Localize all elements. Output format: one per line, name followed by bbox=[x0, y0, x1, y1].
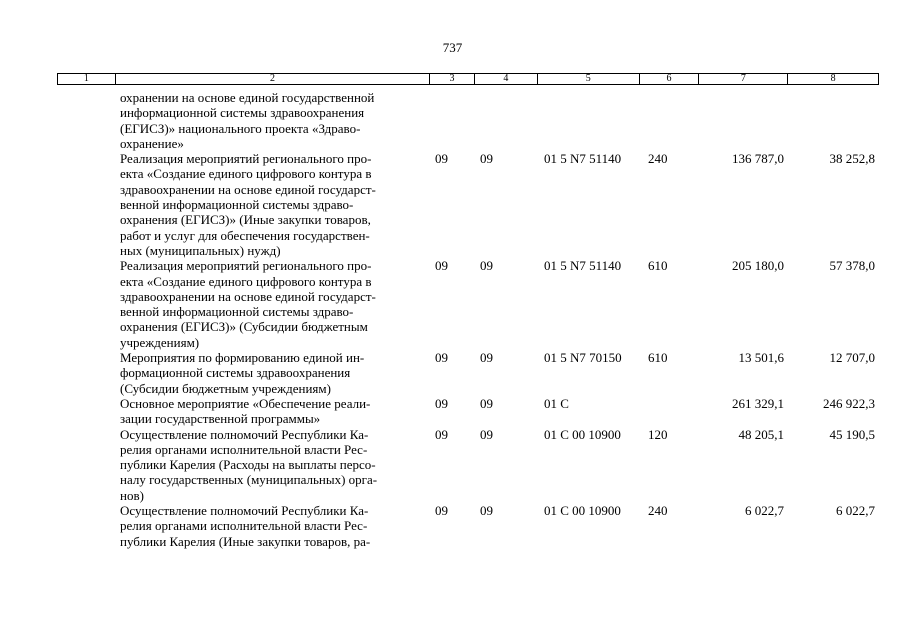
description-line: формационной системы здравоохранения bbox=[120, 365, 351, 381]
description-line: охранение» bbox=[120, 135, 184, 151]
description-line: налу государственных (муниципальных) орга- bbox=[120, 472, 378, 488]
description-line: Основное мероприятие «Обеспечение реали- bbox=[120, 395, 371, 411]
section-code: 09 bbox=[435, 151, 448, 167]
header-col-7: 7 bbox=[699, 74, 788, 84]
table-body bbox=[0, 90, 905, 549]
target-article: 01 С bbox=[544, 395, 569, 411]
description-line: учреждениям) bbox=[120, 334, 200, 350]
description-line: охранения (ЕГИСЗ)» (Субсидии бюджетным bbox=[120, 319, 368, 335]
description-line: релия органами исполнительной власти Рес- bbox=[120, 441, 368, 457]
table-row bbox=[0, 90, 905, 151]
description-line: здравоохранении на основе единой государст- bbox=[120, 288, 376, 304]
target-article: 01 С 00 10900 bbox=[544, 426, 621, 442]
subsection-code: 09 bbox=[480, 151, 493, 167]
table-row bbox=[0, 396, 905, 427]
description-line: публики Карелия (Иные закупки товаров, ра- bbox=[120, 533, 371, 549]
amount-col-8: 246 922,3 bbox=[823, 395, 875, 411]
amount-col-7: 261 329,1 bbox=[732, 395, 784, 411]
expense-type: 610 bbox=[648, 258, 668, 274]
expense-type: 610 bbox=[648, 350, 668, 366]
amount-col-7: 13 501,6 bbox=[738, 350, 784, 366]
description-line: работ и услуг для обеспечения государствен- bbox=[120, 227, 370, 243]
row-description bbox=[120, 427, 420, 503]
description-line: релия органами исполнительной власти Рес- bbox=[120, 518, 368, 534]
description-line: здравоохранении на основе единой государст- bbox=[120, 181, 376, 197]
description-line: нов) bbox=[120, 487, 144, 503]
table-row bbox=[0, 503, 905, 549]
amount-col-8: 12 707,0 bbox=[829, 350, 875, 366]
description-line: охранения (ЕГИСЗ)» (Иные закупки товаров, bbox=[120, 212, 371, 228]
amount-col-8: 38 252,8 bbox=[829, 151, 875, 167]
target-article: 01 С 00 10900 bbox=[544, 503, 621, 519]
row-description bbox=[120, 396, 420, 427]
amount-col-7: 205 180,0 bbox=[732, 258, 784, 274]
amount-col-7: 6 022,7 bbox=[745, 503, 784, 519]
row-description bbox=[120, 258, 420, 350]
table-row bbox=[0, 427, 905, 504]
expense-type: 120 bbox=[648, 426, 668, 442]
expense-type: 240 bbox=[648, 503, 668, 519]
description-line: информационной системы здравоохранения bbox=[120, 105, 365, 121]
header-col-8: 8 bbox=[830, 73, 836, 84]
subsection-code: 09 bbox=[480, 258, 493, 274]
target-article: 01 5 N7 51140 bbox=[544, 151, 622, 167]
description-line: венной информационной системы здраво- bbox=[120, 304, 354, 320]
row-description bbox=[120, 90, 420, 151]
table-row bbox=[0, 151, 905, 258]
row-description bbox=[120, 151, 420, 258]
header-col-5: 5 bbox=[538, 74, 640, 84]
description-line: зации государственной программы» bbox=[120, 411, 321, 427]
amount-col-7: 136 787,0 bbox=[732, 151, 784, 167]
page-number: 737 bbox=[442, 40, 463, 55]
target-article: 01 5 N7 51140 bbox=[544, 258, 622, 274]
header-col-6: 6 bbox=[640, 74, 700, 84]
header-col-3: 3 bbox=[430, 74, 475, 84]
section-code: 09 bbox=[435, 426, 448, 442]
amount-col-8: 57 378,0 bbox=[829, 258, 875, 274]
target-article: 01 5 N7 70150 bbox=[544, 350, 622, 366]
description-line: Осуществление полномочий Республики Ка- bbox=[120, 426, 369, 442]
amount-col-8: 6 022,7 bbox=[836, 503, 875, 519]
subsection-code: 09 bbox=[480, 426, 493, 442]
section-code: 09 bbox=[435, 395, 448, 411]
description-line: венной информационной системы здраво- bbox=[120, 197, 354, 213]
subsection-code: 09 bbox=[480, 350, 493, 366]
description-line: охранении на основе единой государственной bbox=[120, 90, 375, 105]
description-line: публики Карелия (Расходы на выплаты персо- bbox=[120, 457, 376, 473]
row-description bbox=[120, 350, 420, 396]
subsection-code: 09 bbox=[480, 395, 493, 411]
section-code: 09 bbox=[435, 350, 448, 366]
description-line: ных (муниципальных) нужд) bbox=[120, 242, 281, 258]
section-code: 09 bbox=[435, 258, 448, 274]
description-line: Осуществление полномочий Республики Ка- bbox=[120, 503, 369, 519]
section-code: 09 bbox=[435, 503, 448, 519]
header-col-1: 1 bbox=[58, 74, 116, 84]
expense-type: 240 bbox=[648, 151, 668, 167]
subsection-code: 09 bbox=[480, 503, 493, 519]
description-line: (ЕГИСЗ)» национального проекта «Здраво- bbox=[120, 120, 361, 136]
description-line: Реализация мероприятий регионального про- bbox=[120, 258, 372, 274]
table-row bbox=[0, 258, 905, 350]
amount-col-7: 48 205,1 bbox=[738, 426, 784, 442]
row-description bbox=[120, 503, 420, 549]
header-col-4: 4 bbox=[475, 74, 538, 84]
table-row bbox=[0, 350, 905, 396]
description-line: Мероприятия по формированию единой ин- bbox=[120, 350, 365, 366]
description-line: Реализация мероприятий регионального про- bbox=[120, 151, 372, 167]
header-col-2: 2 bbox=[116, 74, 430, 84]
table-header bbox=[57, 73, 879, 85]
description-line: (Субсидии бюджетным учреждениям) bbox=[120, 380, 331, 396]
description-line: екта «Создание единого цифрового контура в bbox=[120, 166, 372, 182]
description-line: екта «Создание единого цифрового контура в bbox=[120, 273, 372, 289]
amount-col-8: 45 190,5 bbox=[829, 426, 875, 442]
